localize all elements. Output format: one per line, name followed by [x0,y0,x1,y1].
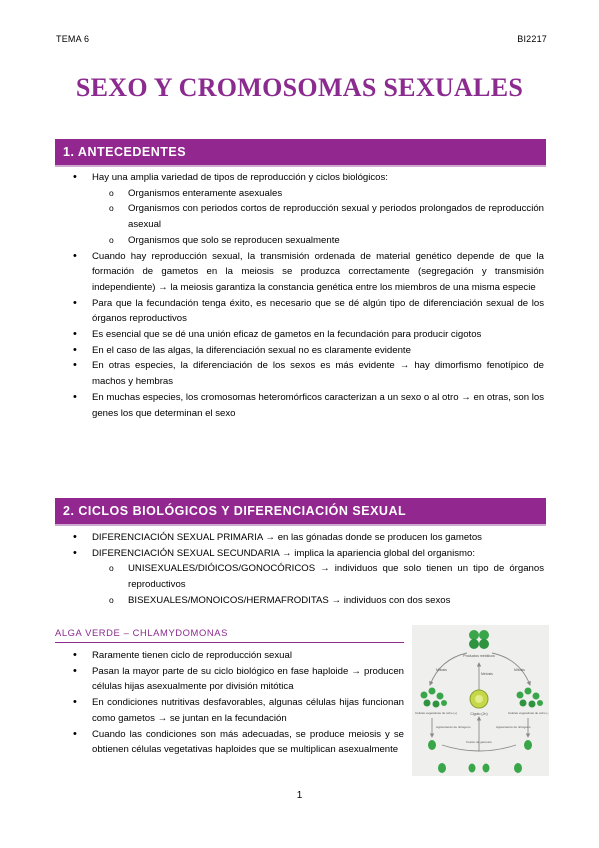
document-title: SEXO Y CROMOSOMAS SEXUALES [75,73,524,102]
section-heading-ciclos: 2. CICLOS BIOLÓGICOS Y DIFERENCIACIÓN SEXUAL [55,498,546,524]
list-item: • DIFERENCIACIÓN SEXUAL PRIMARIA → en las gónadas donde se producen los gametos [0,530,599,546]
list-item: • DIFERENCIACIÓN SEXUAL SECUNDARIA → implica la apariencia global del organismo: [0,546,599,562]
list-item: o Organismos enteramente asexuales [0,186,599,202]
label-nitrogen-left: Agotamiento de nitrógeno [436,725,471,729]
label-mitosis-left: Mitosis [436,668,447,672]
list-item: o UNISEXUALES/DIÓICOS/GONOCÓRICOS → individuos que solo tienen un tipo de órganos reproductivos [0,561,599,592]
meiotic-products [469,630,489,649]
gametes [428,740,532,773]
section1-list [0,170,599,421]
list-item: • En muchas especies, los cromosomas heteromórficos caracterizan a un sexo o al otro → en otras, son los genes los que determinan el sexo [0,390,599,421]
right-vegetative-cells [517,688,544,708]
list-item: • Cuando las condiciones son más adecuadas, se produce meiosis y se obtienen células vegetativas haploides que se multiplican asexualmente [0,727,404,758]
list-item: • En otras especies, la diferenciación de los sexos es más evidente → hay dimorfismo fenotípico de machos y hembras [0,358,599,389]
left-vegetative-cells [421,688,448,708]
life-cycle-diagram [412,625,549,776]
label-meiosis: Meiosis [481,672,493,676]
list-item: • Cuando hay reproducción sexual, la transmisión ordenada de material genético depende de que la formación de gametos en la meiosis se produzca correctamente (segregación y transmisión independiente) → la meiosis garantiza la constancia genética entre los miembros de una misma especie [0,249,599,296]
list-item: • Pasan la mayor parte de su ciclo biológico en fase haploide → producen células hijas asexualmente por división mitótica [0,664,404,695]
subsection-underline [55,642,404,643]
section2-list [0,530,599,609]
label-nitrogen-right: Agotamiento de nitrógeno [496,725,531,729]
list-item: • En el caso de las algas, la diferenciación sexual no es claramente evidente [0,343,599,359]
label-top: Productos meióticos [463,654,495,658]
list-item: o Organismos con periodos cortos de reproducción sexual y periodos prolongados de reproducción asexual [0,201,599,232]
subsection-list [0,648,404,758]
list-item: o Organismos que solo se reproducen sexualmente [0,233,599,249]
list-item: o BISEXUALES/MONOICOS/HERMAFRODITAS → individuos con dos sexos [0,593,599,609]
chlamydomonas-life-cycle-figure [412,625,549,776]
list-item: • Raramente tienen ciclo de reproducción sexual [0,648,404,664]
label-right-cells: Células vegetativas de cebo (−) [508,711,549,715]
page-number: 1 [296,790,303,801]
label-zygote: Cigoto (2n) [470,712,488,716]
list-item: • Hay una amplia variedad de tipos de reproducción y ciclos biológicos: [0,170,599,186]
label-fusion: Fusión de gametos [466,740,492,744]
header-right: BI2217 [517,34,547,44]
list-item: • Para que la fecundación tenga éxito, es necesario que se dé algún tipo de diferenciación sexual de los órganos reproductivos [0,296,599,327]
subsection-heading: ALGA VERDE – CHLAMYDOMONAS [55,627,228,638]
header-left: TEMA 6 [56,34,90,44]
list-item: • En condiciones nutritivas desfavorables, algunas células hijas funcionan como gametos → se juntan en la fecundación [0,695,404,726]
section-heading-antecedentes: 1. ANTECEDENTES [55,139,546,165]
list-item: • Es esencial que se dé una unión eficaz de gametos en la fecundación para producir cigotos [0,327,599,343]
label-left-cells: Células vegetativas de cebo (+) [415,711,458,715]
label-mitosis-right: Mitosis [514,668,525,672]
